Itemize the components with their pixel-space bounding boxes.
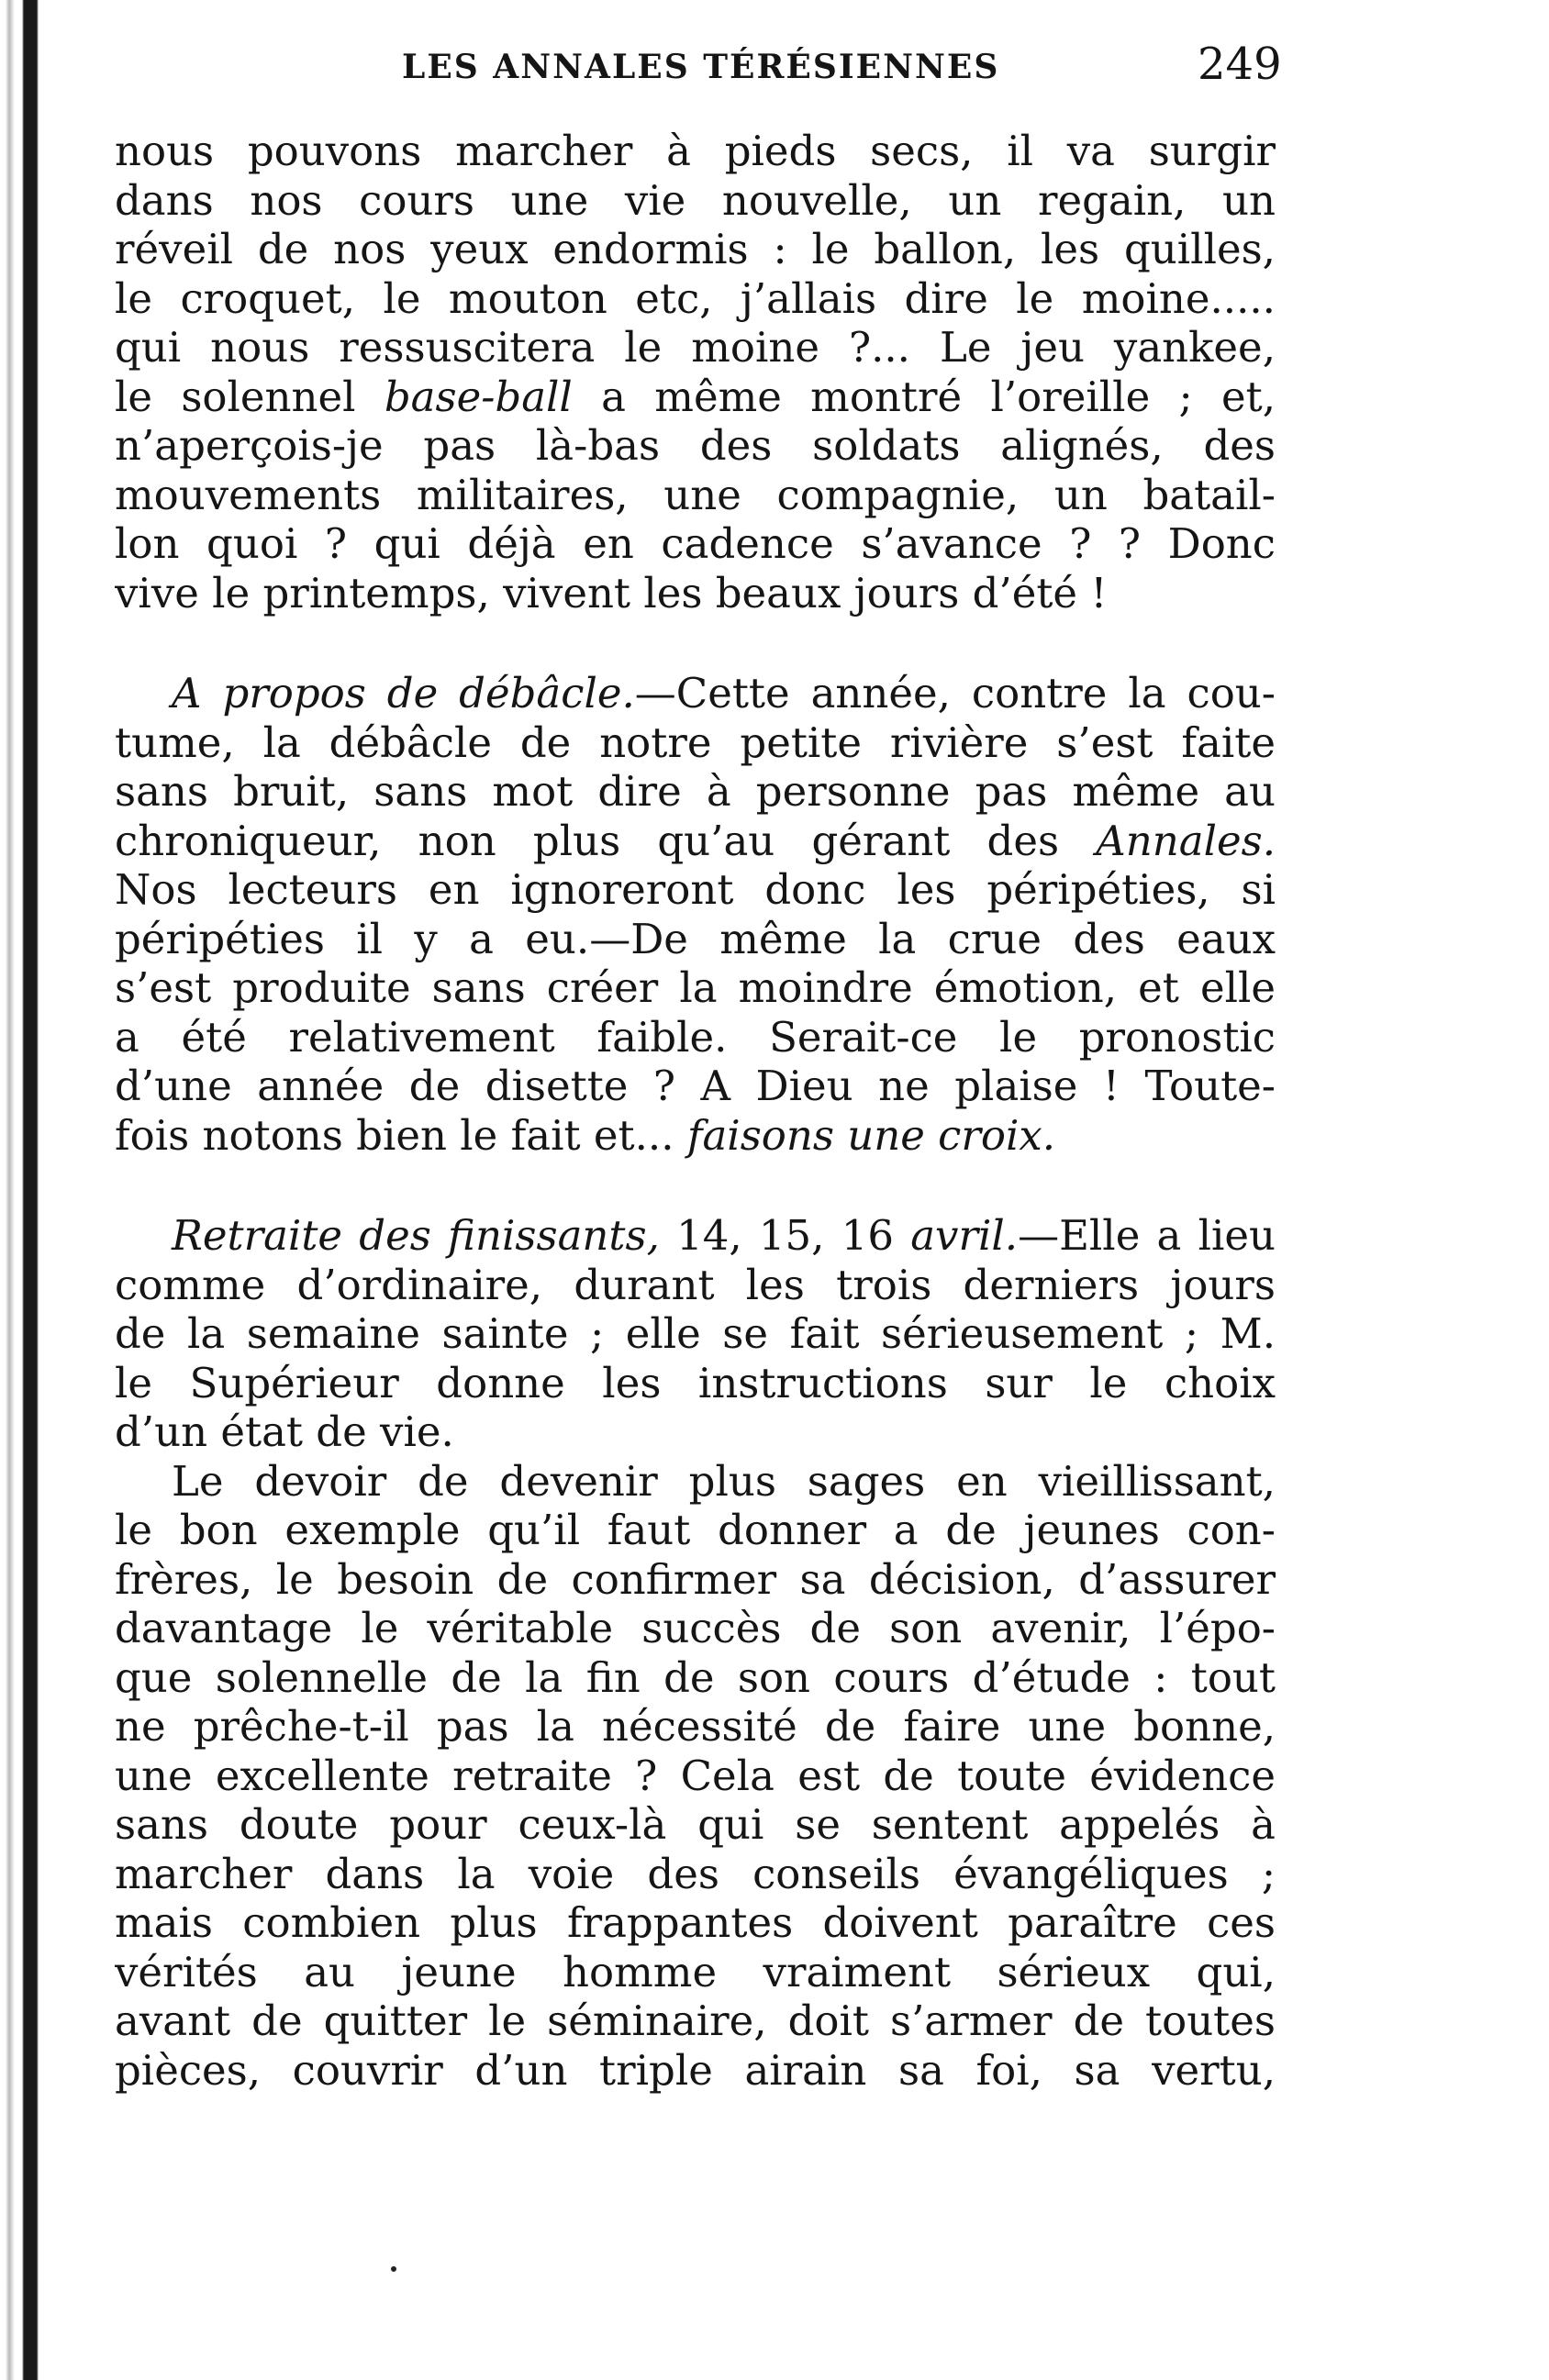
text-line: dans nos cours une vie nouvelle, un regain, un xyxy=(115,175,1276,225)
text-line: avant de quitter le séminaire, doit s’armer de toutes xyxy=(115,1996,1276,2045)
text-line: marcher dans la voie des conseils évangéliques ; xyxy=(115,1849,1276,1898)
text-line: vérités au jeune homme vraiment sérieux qui, xyxy=(115,1947,1276,1996)
text-line: nous pouvons marcher à pieds secs, il va surgir xyxy=(115,127,1276,175)
paragraph-spring xyxy=(115,127,1276,617)
paragraph-gap xyxy=(115,1160,1276,1211)
running-title: LES ANNALES TÉRÉSIENNES xyxy=(402,48,1000,86)
section-heading: Retraite des finissants, xyxy=(172,1211,660,1260)
paragraph-debacle xyxy=(115,669,1276,1160)
text-line: lon quoi ? qui déjà en cadence s’avance ? ? Donc xyxy=(115,519,1276,568)
text-line: s’est produite sans créer la moindre émotion, et elle xyxy=(115,963,1276,1012)
text-run: —Cette année, contre la cou- xyxy=(634,669,1276,717)
text-line xyxy=(115,373,1276,422)
text-line xyxy=(115,1211,1276,1261)
paragraph-gap xyxy=(115,617,1276,669)
text-line: sans bruit, sans mot dire à personne pas même au xyxy=(115,767,1276,816)
text-line: que solennelle de la fin de son cours d’étude : tout xyxy=(115,1652,1276,1702)
text-run: chroniqueur, non plus qu’au gérant des xyxy=(115,816,1060,865)
text-line: sans doute pour ceux-là qui se sentent appelés à xyxy=(115,1800,1276,1849)
text-run: le solennel xyxy=(115,372,356,421)
text-line: comme d’ordinaire, durant les trois derniers jours xyxy=(115,1260,1276,1309)
text-line: Le devoir de devenir plus sages en vieillissant, xyxy=(172,1456,1276,1506)
text-run: fois notons bien le fait et... xyxy=(115,1110,674,1160)
body-text xyxy=(115,127,1276,2095)
paragraph-retreat xyxy=(115,1211,1276,1457)
text-line: réveil de nos yeux endormis : le ballon, les quilles, xyxy=(115,225,1276,273)
text-line: une excellente retraite ? Cela est de toute évidence xyxy=(115,1751,1276,1800)
section-heading: A propos de débâcle. xyxy=(172,669,635,717)
text-line: d’un état de vie. xyxy=(115,1407,454,1456)
text-run: —Elle a lieu xyxy=(1018,1211,1276,1260)
text-line: tume, la débâcle de notre petite rivière s’est faite xyxy=(115,717,1276,767)
italic-term: base-ball xyxy=(384,372,573,421)
text-line: le Supérieur donne les instructions sur le choix xyxy=(115,1358,1276,1407)
paragraph-duties xyxy=(115,1457,1276,2096)
text-line: qui nous ressuscitera le moine ?... Le jeu yankee, xyxy=(115,323,1276,372)
text-line: le bon exemple qu’il faut donner a de jeunes con- xyxy=(115,1506,1276,1554)
page-header xyxy=(367,39,1285,103)
text-line: n’aperçois-je pas là-bas des soldats alignés, des xyxy=(115,421,1276,470)
text-line: davantage le véritable succès de son avenir, l’épo- xyxy=(115,1604,1276,1652)
text-line: vive le printemps, vivent les beaux jours d’été ! xyxy=(115,568,1108,617)
text-line: Nos lecteurs en ignoreront donc les péripéties, si xyxy=(115,865,1276,914)
text-line: d’une année de disette ? A Dieu ne plaise ! Toute- xyxy=(115,1062,1276,1110)
text-line: ne prêche-t-il pas la nécessité de faire une bonne, xyxy=(115,1702,1276,1751)
text-line: pièces, couvrir d’un triple airain sa foi, sa vertu, xyxy=(115,2045,1276,2095)
page-number: 249 xyxy=(1198,39,1282,90)
text-line xyxy=(115,669,1276,718)
text-line: frères, le besoin de confirmer sa décision, d’assurer xyxy=(115,1554,1276,1604)
italic-term: Annales. xyxy=(1096,816,1276,865)
text-line: de la semaine sainte ; elle se fait sérieusement ; M. xyxy=(115,1309,1276,1358)
text-line: a été relativement faible. Serait-ce le pronostic xyxy=(115,1012,1276,1062)
text-line: mais combien plus frappantes doivent paraître ces xyxy=(115,1898,1276,1947)
text-line xyxy=(115,817,1276,866)
text-line: mouvements militaires, une compagnie, un batail- xyxy=(115,470,1276,519)
binding-edge xyxy=(0,0,39,2380)
text-line: péripéties il y a eu.—De même la crue des eaux xyxy=(115,914,1276,963)
ink-speck xyxy=(391,2266,396,2272)
text-run: 14, 15, 16 xyxy=(676,1211,894,1260)
text-line xyxy=(115,1111,1276,1161)
italic-term: faisons une croix. xyxy=(686,1110,1056,1160)
italic-term: avril. xyxy=(910,1211,1019,1260)
text-run: a même montré l’oreille ; et, xyxy=(601,372,1276,421)
text-line: le croquet, le mouton etc, j’allais dire le moine..... xyxy=(115,273,1276,323)
